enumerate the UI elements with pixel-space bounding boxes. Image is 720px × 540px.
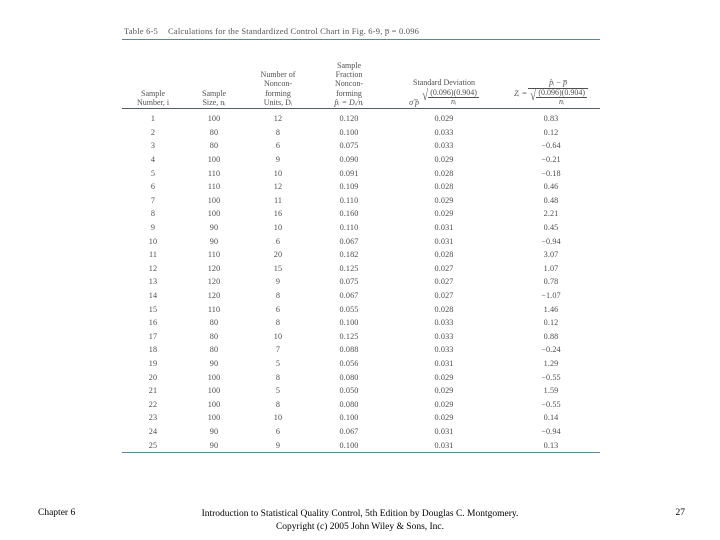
cell-z_value: 2.21 [543, 209, 559, 219]
cell-sample_number: 17 [148, 331, 158, 341]
col3-line3: forming [265, 88, 291, 98]
cell-nonconforming_units: 15 [273, 263, 283, 273]
table-row [122, 275, 600, 289]
column-header-standard-deviation [386, 78, 502, 108]
table-row [122, 438, 600, 452]
cell-sample_fraction: 0.125 [339, 263, 359, 273]
cell-sample_number: 2 [150, 127, 156, 137]
cell-nonconforming_units: 7 [275, 345, 281, 355]
column-header-sample-number [122, 89, 184, 108]
cell-z_value: −0.64 [541, 141, 561, 151]
table-header-row [122, 40, 600, 108]
cell-z_value: 0.83 [543, 114, 559, 124]
cell-sample_number: 23 [148, 413, 158, 423]
cell-sample_size: 100 [207, 195, 221, 205]
cell-nonconforming_units: 10 [273, 331, 283, 341]
cell-nonconforming_units: 9 [275, 277, 281, 287]
cell-standard_deviation: 0.027 [434, 277, 454, 287]
table-row [122, 384, 600, 398]
cell-sample_size: 80 [209, 345, 219, 355]
cell-sample_number: 4 [150, 155, 156, 165]
cell-sample_fraction: 0.055 [339, 304, 359, 314]
cell-nonconforming_units: 6 [275, 426, 281, 436]
table-row [122, 411, 600, 425]
cell-sample_number: 11 [148, 250, 158, 260]
cell-z_value: 0.14 [543, 413, 559, 423]
cell-standard_deviation: 0.028 [434, 304, 454, 314]
cell-standard_deviation: 0.031 [434, 426, 454, 436]
cell-sample_size: 110 [207, 182, 221, 192]
cell-sample_fraction: 0.100 [339, 413, 359, 423]
table-row [122, 234, 600, 248]
col3-line2: Noncon- [264, 79, 292, 89]
cell-standard_deviation: 0.029 [434, 195, 454, 205]
cell-z_value: 1.29 [543, 358, 559, 368]
footer-citation [202, 508, 519, 534]
sd-numerator: (0.096)(0.904) [430, 87, 477, 97]
cell-sample_size: 100 [207, 114, 221, 124]
cell-standard_deviation: 0.029 [434, 209, 454, 219]
cell-nonconforming_units: 11 [273, 195, 283, 205]
col1-line2: Number, i [136, 97, 170, 107]
cell-sample_fraction: 0.120 [339, 114, 359, 124]
cell-standard_deviation: 0.029 [434, 399, 454, 409]
radical-standard-deviation [421, 89, 479, 107]
cell-z_value: −0.94 [541, 426, 561, 436]
cell-sample_fraction: 0.110 [339, 195, 359, 205]
cell-sample_fraction: 0.182 [339, 250, 359, 260]
z-num-phat: p̂ᵢ [549, 78, 555, 88]
cell-sample_size: 90 [209, 440, 219, 450]
cell-sample_number: 13 [148, 277, 158, 287]
table-row [122, 153, 600, 167]
cell-standard_deviation: 0.028 [434, 182, 454, 192]
cell-nonconforming_units: 8 [275, 127, 281, 137]
cell-sample_fraction: 0.075 [339, 141, 359, 151]
cell-sample_size: 100 [207, 155, 221, 165]
cell-sample_number: 15 [148, 304, 158, 314]
col3-line1: Number of [260, 70, 296, 80]
cell-standard_deviation: 0.031 [434, 236, 454, 246]
cell-z_value: −0.18 [541, 168, 561, 178]
cell-nonconforming_units: 20 [273, 250, 283, 260]
footer-page-number: 27 [675, 508, 685, 518]
cell-sample_fraction: 0.067 [339, 291, 359, 301]
cell-z_value: −1.07 [541, 291, 561, 301]
cell-z_value: 1.59 [543, 386, 559, 396]
table-title [122, 26, 600, 36]
cell-standard_deviation: 0.031 [434, 440, 454, 450]
cell-nonconforming_units: 9 [275, 440, 281, 450]
cell-sample_number: 5 [150, 168, 156, 178]
table-body [122, 109, 600, 452]
cell-standard_deviation: 0.028 [434, 168, 454, 178]
cell-sample_size: 80 [209, 331, 219, 341]
cell-z_value: −0.55 [541, 399, 561, 409]
table-row [122, 262, 600, 276]
cell-sample_fraction: 0.088 [339, 345, 359, 355]
cell-nonconforming_units: 8 [275, 318, 281, 328]
cell-sample_size: 90 [209, 426, 219, 436]
footer-chapter: Chapter 6 [38, 508, 76, 518]
cell-standard_deviation: 0.033 [434, 345, 454, 355]
cell-standard_deviation: 0.033 [434, 318, 454, 328]
cell-sample_fraction: 0.067 [339, 426, 359, 436]
col3-line4: Units, Dᵢ [263, 97, 293, 107]
cell-standard_deviation: 0.033 [434, 141, 454, 151]
cell-sample_size: 90 [209, 223, 219, 233]
cell-sample_fraction: 0.080 [339, 372, 359, 382]
z-symbol: Zᵢ = [513, 88, 528, 98]
cell-nonconforming_units: 8 [275, 372, 281, 382]
cell-z_value: 3.07 [543, 250, 559, 260]
cell-nonconforming_units: 10 [273, 168, 283, 178]
cell-sample_number: 20 [148, 372, 158, 382]
cell-sample_fraction: 0.110 [339, 223, 359, 233]
radical-z-value [529, 89, 587, 107]
col4-line2: Fraction [335, 70, 363, 80]
cell-standard_deviation: 0.029 [434, 114, 454, 124]
cell-sample_fraction: 0.075 [339, 277, 359, 287]
cell-nonconforming_units: 12 [273, 114, 283, 124]
table-row [122, 425, 600, 439]
col4-formula: p̂ᵢ = Dᵢ/nᵢ [334, 97, 364, 107]
cell-sample_number: 14 [148, 291, 158, 301]
table-row [122, 221, 600, 235]
z-num-pbar: p̅ [562, 78, 567, 88]
cell-standard_deviation: 0.029 [434, 155, 454, 165]
radical-sign-icon: √ [422, 87, 429, 104]
cell-sample_size: 100 [207, 399, 221, 409]
slide-footer [0, 500, 720, 536]
cell-z_value: 0.12 [543, 318, 559, 328]
table-row [122, 357, 600, 371]
table-row [122, 139, 600, 153]
table-row [122, 397, 600, 411]
column-header-nonconforming-units [244, 70, 312, 108]
table-title-label: Table 6-5 [124, 26, 159, 36]
cell-sample_size: 100 [207, 413, 221, 423]
z-den-denominator: nᵢ [559, 97, 565, 107]
cell-sample_size: 90 [209, 358, 219, 368]
cell-sample_fraction: 0.125 [339, 331, 359, 341]
cell-sample_size: 120 [207, 277, 221, 287]
cell-z_value: 0.12 [543, 127, 559, 137]
cell-sample_size: 80 [209, 141, 219, 151]
table-row [122, 302, 600, 316]
standard-deviation-fraction [428, 89, 479, 107]
cell-sample_fraction: 0.050 [339, 386, 359, 396]
table-title-text: Calculations for the Standardized Control Chart in Fig. 6-9, p̅ = 0.096 [168, 26, 420, 36]
z-denominator-fraction [536, 89, 587, 107]
cell-nonconforming_units: 6 [275, 141, 281, 151]
cell-nonconforming_units: 9 [275, 155, 281, 165]
z-fraction [528, 79, 588, 107]
footer-citation-line1: Introduction to Statistical Quality Control, 5th Edition by Douglas C. Montgomery. [201, 509, 519, 519]
cell-sample_size: 90 [209, 236, 219, 246]
cell-z_value: −0.21 [541, 155, 561, 165]
cell-sample_size: 100 [207, 386, 221, 396]
cell-sample_number: 18 [148, 345, 158, 355]
cell-z_value: −0.94 [541, 236, 561, 246]
cell-nonconforming_units: 12 [273, 182, 283, 192]
standard-deviation-label: Standard Deviation [413, 77, 475, 87]
cell-z_value: 0.78 [543, 277, 559, 287]
z-den-numerator: (0.096)(0.904) [538, 87, 585, 97]
cell-z_value: −0.24 [541, 345, 561, 355]
cell-sample_number: 6 [150, 182, 156, 192]
cell-nonconforming_units: 8 [275, 291, 281, 301]
z-denominator [528, 89, 588, 107]
footer-citation-line2: Copyright (c) 2005 John Wiley & Sons, Inc. [275, 522, 445, 532]
cell-z_value: 1.07 [543, 263, 559, 273]
cell-nonconforming_units: 8 [275, 399, 281, 409]
cell-nonconforming_units: 10 [273, 413, 283, 423]
cell-standard_deviation: 0.033 [434, 127, 454, 137]
cell-sample_fraction: 0.100 [339, 440, 359, 450]
table-row [122, 112, 600, 126]
cell-sample_number: 9 [150, 223, 156, 233]
cell-standard_deviation: 0.033 [434, 331, 454, 341]
cell-sample_size: 80 [209, 127, 219, 137]
column-header-sample-fraction [312, 61, 386, 108]
cell-sample_fraction: 0.100 [339, 318, 359, 328]
cell-z_value: 0.13 [543, 440, 559, 450]
cell-sample_fraction: 0.091 [339, 168, 359, 178]
cell-sample_fraction: 0.080 [339, 399, 359, 409]
cell-sample_number: 25 [148, 440, 158, 450]
cell-sample_number: 24 [148, 426, 158, 436]
cell-sample_number: 1 [150, 114, 156, 124]
cell-sample_size: 110 [207, 168, 221, 178]
cell-nonconforming_units: 6 [275, 236, 281, 246]
cell-sample_number: 22 [148, 399, 158, 409]
cell-sample_size: 100 [207, 209, 221, 219]
table-figure [122, 26, 600, 462]
table-row [122, 194, 600, 208]
table-row [122, 126, 600, 140]
cell-z_value: 0.46 [543, 182, 559, 192]
radical-sign-icon: √ [530, 87, 537, 104]
cell-standard_deviation: 0.029 [434, 413, 454, 423]
cell-nonconforming_units: 10 [273, 223, 283, 233]
cell-z_value: 0.88 [543, 331, 559, 341]
cell-standard_deviation: 0.027 [434, 291, 454, 301]
cell-sample_fraction: 0.067 [339, 236, 359, 246]
cell-sample_size: 110 [207, 250, 221, 260]
cell-sample_fraction: 0.056 [339, 358, 359, 368]
column-header-sample-size [184, 89, 244, 108]
table-row [122, 166, 600, 180]
cell-sample_size: 120 [207, 291, 221, 301]
table-row [122, 316, 600, 330]
column-header-z-value [502, 79, 600, 108]
cell-nonconforming_units: 5 [275, 358, 281, 368]
table-row [122, 330, 600, 344]
cell-z_value: 0.48 [543, 195, 559, 205]
table-bottom-rule [122, 452, 600, 453]
sd-denominator: nᵢ [450, 97, 457, 107]
table-row [122, 248, 600, 262]
cell-sample_number: 19 [148, 358, 158, 368]
standard-deviation-formula [386, 89, 502, 107]
cell-sample_size: 100 [207, 372, 221, 382]
cell-nonconforming_units: 16 [273, 209, 283, 219]
cell-standard_deviation: 0.028 [434, 250, 454, 260]
table-row [122, 289, 600, 303]
col4-line1: Sample [337, 60, 361, 70]
cell-sample_number: 3 [150, 141, 156, 151]
cell-sample_fraction: 0.160 [339, 209, 359, 219]
cell-standard_deviation: 0.031 [434, 358, 454, 368]
z-num-minus: − [556, 78, 561, 88]
cell-standard_deviation: 0.027 [434, 263, 454, 273]
cell-sample_size: 80 [209, 318, 219, 328]
table-row [122, 343, 600, 357]
col1-line1: Sample [141, 88, 165, 98]
sigma-hat-symbol: σ̂ p̂ [409, 97, 420, 107]
cell-standard_deviation: 0.029 [434, 386, 454, 396]
col4-line4: forming [336, 88, 362, 98]
col2-line1: Sample [202, 88, 226, 98]
cell-sample_fraction: 0.090 [339, 155, 359, 165]
cell-sample_number: 12 [148, 263, 158, 273]
cell-sample_size: 110 [207, 304, 221, 314]
col4-line3: Noncon- [335, 79, 363, 89]
cell-z_value: 0.45 [543, 223, 559, 233]
cell-z_value: 1.46 [543, 304, 559, 314]
cell-z_value: −0.55 [541, 372, 561, 382]
table-row [122, 370, 600, 384]
cell-standard_deviation: 0.031 [434, 223, 454, 233]
table-row [122, 207, 600, 221]
table-row [122, 180, 600, 194]
cell-sample_number: 7 [150, 195, 156, 205]
cell-sample_number: 16 [148, 318, 158, 328]
cell-nonconforming_units: 6 [275, 304, 281, 314]
cell-sample_fraction: 0.109 [339, 182, 359, 192]
cell-nonconforming_units: 5 [275, 386, 281, 396]
cell-sample_number: 8 [150, 209, 156, 219]
cell-sample_fraction: 0.100 [339, 127, 359, 137]
cell-sample_number: 10 [148, 236, 158, 246]
z-value-formula [502, 79, 600, 107]
cell-standard_deviation: 0.029 [434, 372, 454, 382]
col2-line2: Size, nᵢ [202, 97, 226, 107]
cell-sample_size: 120 [207, 263, 221, 273]
cell-sample_number: 21 [148, 386, 158, 396]
